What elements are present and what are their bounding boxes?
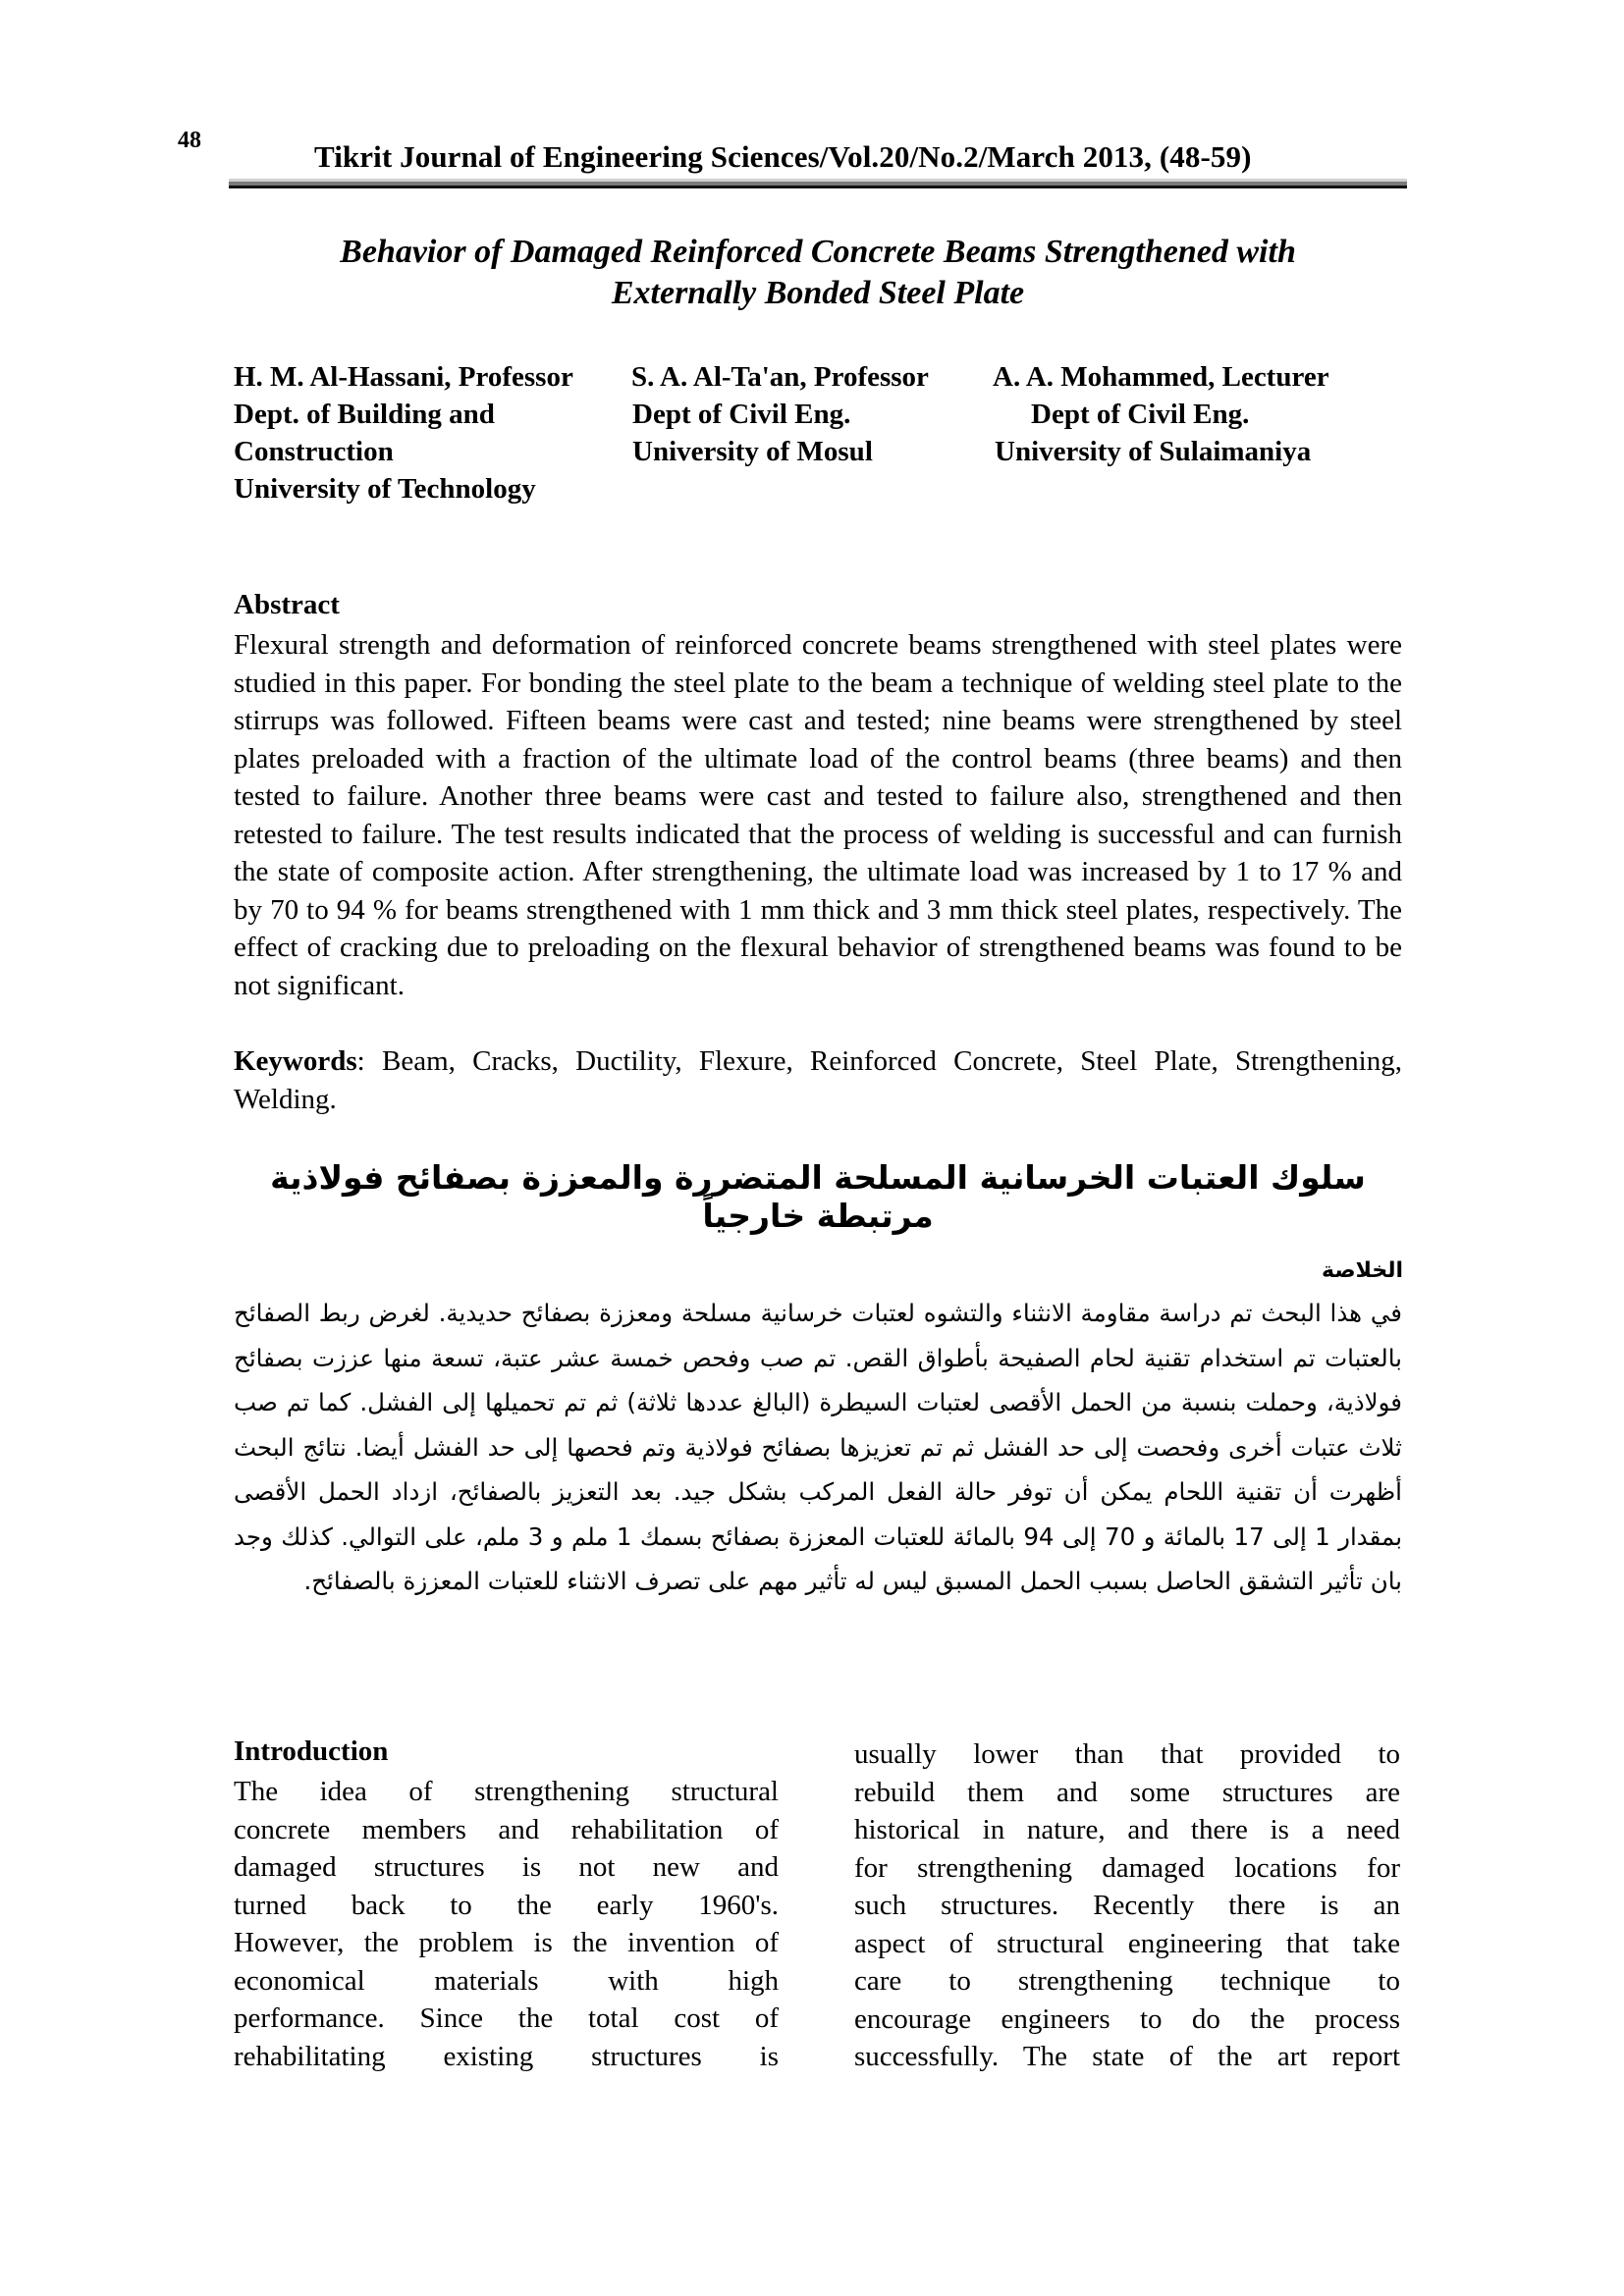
introduction-line: historical in nature, and there is a need — [854, 1814, 1400, 1845]
introduction-line: The idea of strengthening structural — [234, 1776, 779, 1807]
introduction-line: damaged structures is not new and — [234, 1851, 779, 1883]
author-affiliation: Dept of Civil Eng. — [1031, 399, 1250, 430]
keywords — [234, 1042, 1402, 1118]
introduction-line: encourage engineers to do the process — [854, 2002, 1400, 2035]
keywords-label: Keywords — [234, 1045, 357, 1077]
abstract-heading: Abstract — [234, 589, 340, 620]
journal-header: Tikrit Journal of Engineering Sciences/Vol.20/No.2/March 2013, (48-59) — [314, 139, 1252, 174]
introduction-line: successfully. The state of the art report — [854, 2041, 1400, 2072]
introduction-line: usually lower than that provided to — [854, 1738, 1400, 1770]
arabic-abstract-heading: الخلاصة — [1322, 1258, 1403, 1283]
author-name: S. A. Al-Ta'an, Professor — [631, 361, 929, 393]
introduction-line: rehabilitating existing structures is — [234, 2040, 779, 2072]
introduction-line: such structures. Recently there is an — [854, 1890, 1400, 1921]
introduction-line: economical materials with high — [234, 1964, 779, 1997]
introduction-line: However, the problem is the invention of — [234, 1927, 779, 1958]
author-name: A. A. Mohammed, Lecturer — [993, 361, 1329, 393]
header-rule — [229, 179, 1407, 188]
introduction-line: for strengthening damaged locations for — [854, 1851, 1400, 1884]
introduction-heading: Introduction — [234, 1735, 389, 1767]
author-affiliation: Dept. of Building and — [234, 399, 495, 430]
introduction-line: performance. Since the total cost of — [234, 2002, 779, 2034]
author-affiliation: University of Sulaimaniya — [995, 436, 1312, 467]
paper-title — [229, 232, 1407, 314]
author-affiliation: Construction — [234, 436, 394, 467]
author-affiliation: University of Mosul — [632, 436, 873, 467]
arabic-abstract-body: في هذا البحث تم دراسة مقاومة الانثناء والتشوه لعتبات خرسانية مسلحة ومعززة بصفائح حديدية. لغرض ربط الصفائح بالعتبات تم استخدام تقنية لحام الصفيحة بأطواق القص. تم صب وفحص خمسة عشر عتبة، تسعة منها عززت بصفائح فولاذية، وحملت بنسبة من الحمل الأقصى لعتبات السيطرة (البالغ عددها ثلاثة) ثم تم تحميلها إلى الفشل. كما تم صب ثلاث عتبات أخرى وفحصت إلى حد الفشل ثم تم تعزيزها بصفائح فولاذية وتم فحصها إلى حد الفشل أيضا. نتائج البحث أظهرت أن تقنية اللحام يمكن أن توفر حالة الفعل المركب بشكل جيد. بعد التعزيز بالصفائح، ازداد الحمل الأقصى بمقدار 1 إلى 17 بالمائة و 70 إلى 94 بالمائة للعتبات المعززة بصفائح بسمك 1 ملم و 3 ملم، على التوالي. كذلك وجد بان تأثير التشقق الحاصل بسبب الحمل المسبق ليس له تأثير مهم على تصرف الانثناء للعتبات المعززة بالصفائح. — [234, 1299, 1403, 1595]
introduction-line: concrete members and rehabilitation of — [234, 1813, 779, 1845]
paper-title-line-2: Externally Bonded Steel Plate — [611, 275, 1025, 311]
introduction-line: rebuild them and some structures are — [854, 1776, 1400, 1808]
author-affiliation: University of Technology — [234, 473, 536, 505]
introduction-line: aspect of structural engineering that take — [854, 1927, 1400, 1959]
paper-title-line-1: Behavior of Damaged Reinforced Concrete Beams Strengthened with — [340, 234, 1296, 270]
author-name: H. M. Al-Hassani, Professor — [234, 361, 573, 393]
keywords-list: : Beam, Cracks, Ductility, Flexure, Reinforced Concrete, Steel Plate, Strengthening, Welding. — [234, 1045, 1402, 1115]
arabic-title: سلوك العتبات الخرسانية المسلحة المتضررة والمعززة بصفائح فولاذية مرتبطة خارجياً — [270, 1158, 1366, 1235]
introduction-left-column — [234, 1773, 779, 2075]
page-number: 48 — [178, 128, 201, 153]
introduction-line: turned back to the early 1960's. — [234, 1889, 779, 1921]
introduction-right-column — [854, 1735, 1400, 2076]
author-affiliation: Dept of Civil Eng. — [632, 399, 851, 430]
introduction-line: care to strengthening technique to — [854, 1965, 1400, 1997]
abstract-body: Flexural strength and deformation of reinforced concrete beams strengthened with steel plates were studied in this paper. For bonding the steel plate to the beam a technique of welding steel plate to the stirrups was followed. Fifteen beams were cast and tested; nine beams were strengthened by steel plates preloaded with a fraction of the ultimate load of the control beams (three beams) and then tested to failure. Another three beams were cast and tested to failure also, strengthened and then retested to failure. The test results indicated that the process of welding is successful and can furnish the state of composite action. After strengthening, the ultimate load was increased by 1 to 17 % and by 70 to 94 % for beams strengthened with 1 mm thick and 3 mm thick steel plates, respectively. The effect of cracking due to preloading on the flexural behavior of strengthened beams was found to be not significant. — [234, 629, 1402, 1001]
